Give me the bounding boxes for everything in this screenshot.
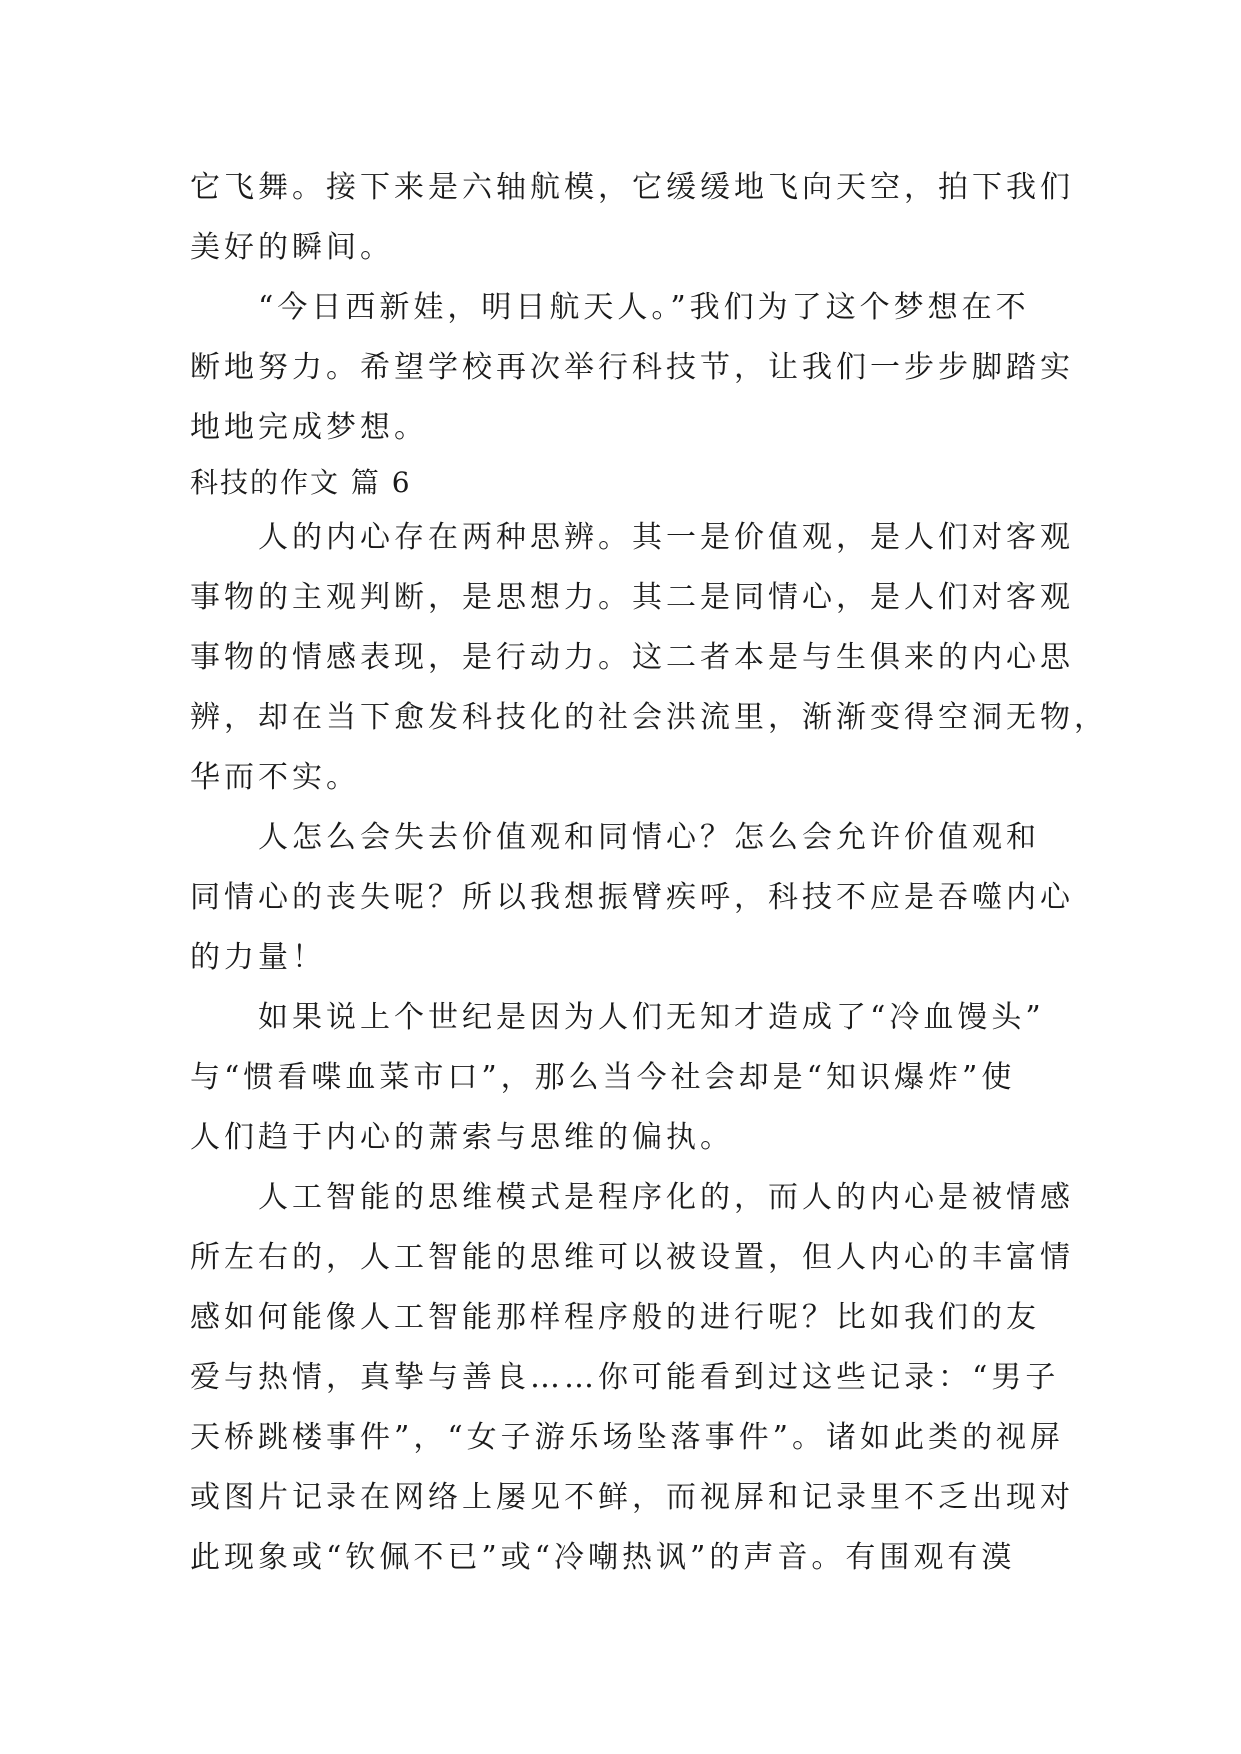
text-line: 爱与热情，真挚与善良……你可能看到过这些记录：“男子 (190, 1360, 1060, 1395)
text-line: 华而不实。 (190, 760, 360, 795)
text-line: 事物的情感表现，是行动力。这二者本是与生俱来的内心思 (190, 640, 1074, 675)
text-line: 的力量！ (190, 940, 326, 975)
paragraph-start: 人工智能的思维模式是程序化的，而人的内心是被情感 (258, 1180, 1074, 1215)
section-heading: 科技的作文 篇 6 (190, 466, 412, 499)
text-line: 此现象或“钦佩不已”或“冷嘲热讽”的声音。有围观有漠 (190, 1540, 1016, 1575)
text-line: 辨，却在当下愈发科技化的社会洪流里，渐渐变得空洞无物， (190, 700, 1108, 735)
paragraph-start: “今日西新娃，明日航天人。”我们为了这个梦想在不 (258, 290, 1030, 325)
text-line: 地地完成梦想。 (190, 410, 428, 445)
text-line: 人们趋于内心的萧索与思维的偏执。 (190, 1120, 734, 1155)
text-line: 断地努力。希望学校再次举行科技节，让我们一步步脚踏实 (190, 350, 1074, 385)
document-body (190, 158, 1108, 1588)
text-line: 与“惯看喋血菜市口”，那么当今社会却是“知识爆炸”使 (190, 1060, 1016, 1095)
text-line: 它飞舞。接下来是六轴航模，它缓缓地飞向天空，拍下我们 (190, 170, 1074, 205)
text-line: 或图片记录在网络上屡见不鲜，而视屏和记录里不乏出现对 (190, 1480, 1074, 1515)
text-line: 天桥跳楼事件”，“女子游乐场坠落事件”。诸如此类的视屏 (190, 1420, 1065, 1455)
text-line: 感如何能像人工智能那样程序般的进行呢？比如我们的友 (190, 1300, 1040, 1335)
text-line: 所左右的，人工智能的思维可以被设置，但人内心的丰富情 (190, 1240, 1074, 1275)
paragraph-start: 人的内心存在两种思辨。其一是价值观，是人们对客观 (258, 520, 1074, 555)
text-line: 同情心的丧失呢？所以我想振臂疾呼，科技不应是吞噬内心 (190, 880, 1074, 915)
paragraph-start: 如果说上个世纪是因为人们无知才造成了“冷血馒头” (258, 1000, 1045, 1035)
text-line: 美好的瞬间。 (190, 230, 394, 265)
paragraph-start: 人怎么会失去价值观和同情心？怎么会允许价值观和 (258, 820, 1040, 855)
text-line: 事物的主观判断，是思想力。其二是同情心，是人们对客观 (190, 580, 1074, 615)
